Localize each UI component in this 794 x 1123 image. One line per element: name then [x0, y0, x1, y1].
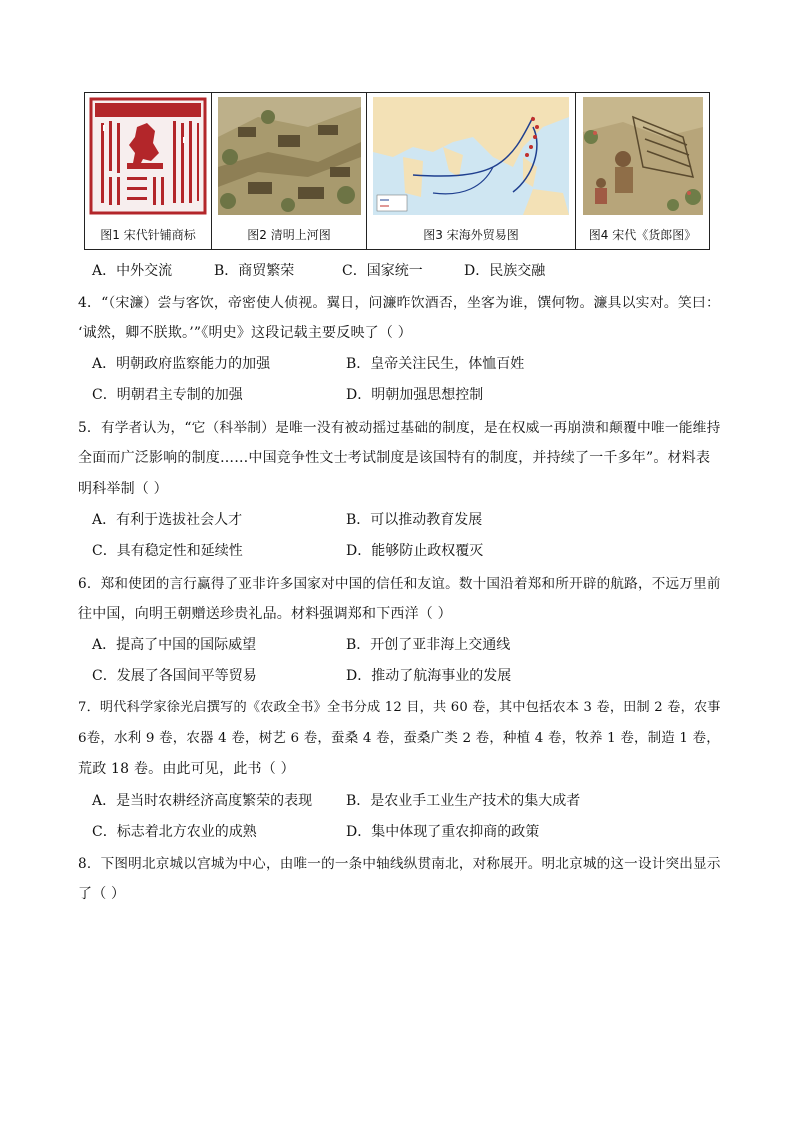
- q6-stem-line-2: 往中国，向明王朝赠送珍贵礼品。材料强调郑和下西洋（ ）: [78, 606, 452, 622]
- q7-stem-line-2: 6卷，水利 9 卷，农器 4 卷，树艺 6 卷，蚕桑 4 卷，蚕桑广类 2 卷，种植 4 卷，牧养 1 卷，制造 1 卷，: [78, 731, 720, 746]
- figure-cell-1: [85, 93, 212, 249]
- figure-caption-1: 图1 宋代针铺商标: [100, 228, 196, 242]
- q7-option-a[interactable]: A．是当时农耕经济高度繁荣的表现: [92, 793, 313, 809]
- peddler-painting-image: [583, 97, 703, 215]
- figure-caption-4: 图4 宋代《货郎图》: [588, 228, 697, 242]
- q3-option-a[interactable]: A．中外交流: [92, 263, 173, 279]
- q4-option-c[interactable]: C．明朝君主专制的加强: [92, 387, 243, 403]
- q5-option-d[interactable]: D．能够防止政权覆灭: [346, 543, 484, 559]
- q6-stem-line-1: 6．郑和使团的言行赢得了亚非许多国家对中国的信任和友谊。数十国沿着郑和所开辟的航路，不远万里前: [78, 576, 721, 592]
- q7-option-b[interactable]: B．是农业手工业生产技术的集大成者: [346, 793, 581, 809]
- q6-option-b[interactable]: B．开创了亚非海上交通线: [346, 637, 511, 653]
- q5-option-b[interactable]: B．可以推动教育发展: [346, 512, 483, 528]
- figure-cell-2: [212, 93, 367, 249]
- figure-caption-3: 图3 宋海外贸易图: [423, 228, 519, 242]
- q7-stem-line-1: 7．明代科学家徐光启撰写的《农政全书》全书分成 12 目，共 60 卷，其中包括农本 3 卷，田制 2 卷，农事: [78, 700, 721, 715]
- q7-option-d[interactable]: D．集中体现了重农抑商的政策: [346, 824, 540, 840]
- figure-table: [84, 92, 710, 250]
- sea-trade-map-image: [373, 97, 569, 215]
- q3-option-c[interactable]: C．国家统一: [342, 263, 423, 279]
- figure-cell-4: [576, 93, 709, 249]
- q6-option-d[interactable]: D．推动了航海事业的发展: [346, 668, 512, 684]
- q4-stem-line-2: ‘诚然，卿不朕欺。’”《明史》这段记载主要反映了（ ）: [78, 325, 412, 341]
- figure-caption-2: 图2 清明上河图: [247, 228, 331, 242]
- q8-stem-line-2: 了（ ）: [78, 886, 126, 902]
- q7-stem-line-3: 荒政 18 卷。由此可见，此书（ ）: [78, 761, 295, 777]
- q4-option-d[interactable]: D．明朝加强思想控制: [346, 387, 484, 403]
- q6-option-c[interactable]: C．发展了各国间平等贸易: [92, 668, 257, 684]
- shop-seal-image: [89, 97, 207, 215]
- q5-option-c[interactable]: C．具有稳定性和延续性: [92, 543, 243, 559]
- q4-option-b[interactable]: B．皇帝关注民生，体恤百姓: [346, 356, 525, 372]
- qingming-painting-image: [218, 97, 361, 215]
- q5-option-a[interactable]: A．有利于选拔社会人才: [92, 512, 243, 528]
- q3-option-b[interactable]: B．商贸繁荣: [214, 263, 295, 279]
- q5-stem-line-1: 5．有学者认为，“它（科举制）是唯一没有被动摇过基础的制度，是在权威一再崩溃和颠覆中唯一能维持: [78, 420, 721, 436]
- q6-option-a[interactable]: A．提高了中国的国际威望: [92, 637, 257, 653]
- q3-option-d[interactable]: D．民族交融: [464, 263, 546, 279]
- figure-cell-3: [367, 93, 576, 249]
- q7-option-c[interactable]: C．标志着北方农业的成熟: [92, 824, 257, 840]
- q8-stem-line-1: 8．下图明北京城以宫城为中心，由唯一的一条中轴线纵贯南北，对称展开。明北京城的这一设计突出显示: [78, 856, 721, 872]
- q5-stem-line-3: 明科举制（ ）: [78, 481, 168, 497]
- q4-stem-line-1: 4．“（宋濂）尝与客饮，帝密使人侦视。翼日，问濂昨饮酒否，坐客为谁，馔何物。濂具以实对。笑曰：: [78, 295, 721, 311]
- q5-stem-line-2: 全面而广泛影响的制度……中国竞争性文士考试制度是该国特有的制度，并持续了一千多年”。材料表: [78, 450, 711, 466]
- q4-option-a[interactable]: A．明朝政府监察能力的加强: [92, 356, 271, 372]
